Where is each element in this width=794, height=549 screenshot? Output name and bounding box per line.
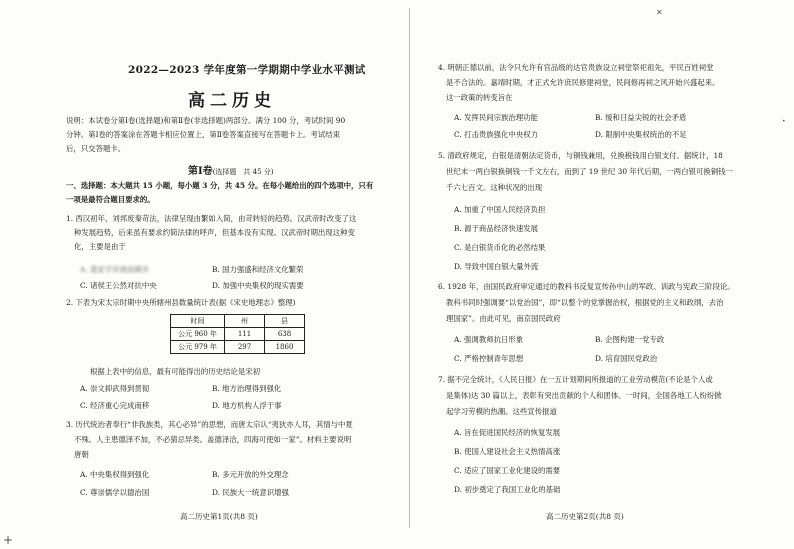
- section-intro-line: 一、选择题：本大题共 15 小题，每小题 3 分，共 45 分。在每小题给出的四个选项中，只有: [66, 181, 374, 190]
- q1-stem-line: 种发展趋势，后来虽有要求约简法律的呼声，但基本没有实现。汉武帝时期出现这种变: [74, 228, 355, 237]
- q6-option-c: C. 严格控制青年思想: [454, 354, 524, 363]
- page-footer: 高二历史第1页(共8 页): [180, 512, 258, 521]
- q7-option-c: C. 适应了国家工业化建设的需要: [454, 466, 561, 475]
- table-header-cell: 时间: [171, 315, 225, 328]
- q3-option-b: B. 多元开放的外交理念: [212, 470, 289, 479]
- section-title: [188, 162, 274, 177]
- q4-stem-line: 4. 明朝正德以前，法令只允许有官品级的达官贵族设立祠堂祭祀祖先，平民百姓祠堂: [438, 63, 714, 72]
- table-cell: 公元 979 年: [171, 341, 225, 354]
- q6-option-b: B. 企图构建一党专政: [595, 335, 665, 344]
- q1-option-b: B. 国力强盛和经济文化繁荣: [212, 265, 304, 274]
- q5-stem-line: 5. 清政府规定，白银是清朝法定货币，与铜钱兼用，兑换税钱用白银支付。据统计，18: [438, 151, 723, 160]
- q1-option-c: C. 诸侯王公然对抗中央: [80, 281, 157, 290]
- q2-option-c: C. 经济重心完成南移: [80, 401, 150, 410]
- crop-mark-icon: +: [3, 533, 14, 547]
- instructions-line: 说明：本试卷分第Ⅰ卷(选择题)和第Ⅱ卷(非选择题)两部分。满分 100 分，考试时间 90: [66, 116, 346, 125]
- table-cell: 111: [225, 328, 265, 341]
- q6-stem-line: 教科书同时强调要“以党治国”，即“以整个的党掌握治权，根据党的主义和政纲，去治: [446, 298, 724, 307]
- q4-option-b: B. 缓和日益尖锐的社会矛盾: [595, 113, 687, 122]
- scan-dot-icon: •: [782, 118, 786, 125]
- q4-option-a: A. 发挥民间宗族治理功能: [454, 113, 538, 122]
- q6-stem-line: 6. 1928 年，由国民政府审定通过的教科书反复宣传孙中山的军政、训政与宪政三阶段论。: [438, 282, 735, 291]
- table-cell: 1860: [265, 341, 305, 354]
- table-row: [171, 328, 305, 341]
- exam-title: 2022—2023 学年度第一学期期中学业水平测试: [128, 64, 366, 76]
- q7-stem-line: 7. 据不完全统计，《人民日报》在一五计划期间所报道的工业劳动模范(不论是个人或: [438, 375, 713, 384]
- q5-stem-line: 千六七百文。这种状况的出现: [446, 183, 543, 192]
- q7-option-a: A. 旨在促进国民经济的恢复发展: [454, 428, 561, 437]
- q4-option-c: C. 打击贵族强化中央权力: [454, 130, 538, 139]
- subject-title: 高二历史: [188, 91, 276, 111]
- q7-option-d: D. 初步奠定了我国工业化的基础: [454, 485, 561, 494]
- q6-option-a: A. 强调教师抗日形象: [454, 335, 524, 344]
- q2-option-b: B. 地方治理得到强化: [212, 384, 282, 393]
- q1-stem-line: 1. 西汉初年，刘邦废秦苛法，法律呈现由繁如入简，由苛转轻的趋势。汉武帝时改变了这: [66, 214, 357, 223]
- q5-option-c: C. 是白银货币化的必然结果: [454, 243, 546, 252]
- q5-stem-line: 世纪末一两白银换铜钱一千文左右，而到了 19 世纪 30 年代后期，一两白银可换铜钱一: [446, 167, 733, 176]
- q3-stem-line: 不殊。人主患德泽不加，不必猜忌异类。盖德泽洽，四海可使如一家”。材料主要说明: [74, 435, 352, 444]
- q6-option-d: D. 培育国民党政治: [595, 354, 658, 363]
- q4-option-d: D. 限制中央集权统治的不足: [595, 130, 687, 139]
- table-cell: 公元 960 年: [171, 328, 225, 341]
- q2-data-table: [170, 314, 305, 354]
- table-row: [171, 341, 305, 354]
- table-cell: 297: [225, 341, 265, 354]
- q2-option-a: A. 崇文抑武得到贯彻: [80, 384, 150, 393]
- q4-stem-line: 这一政策的转变旨在: [446, 93, 513, 102]
- table-header-cell: 州: [225, 315, 265, 328]
- instructions-line: 分钟。第Ⅰ卷的答案涂在答题卡相应位置上，第Ⅱ卷答案直接写在答题卡上。考试结束: [66, 130, 341, 139]
- q5-option-b: B. 源于商品经济快速发展: [454, 224, 539, 233]
- q5-option-d: D. 导致中国白银大量外流: [454, 262, 539, 271]
- q3-stem-line: 3. 历代统治者奉行“非我族类，其心必异”的思想，而唐太宗认“夷狄亦人耳，其情与中夏: [66, 420, 353, 429]
- section-subtitle: (选择题 共 45 分): [212, 168, 274, 176]
- section-intro-line: 一项是最符合题目要求的。: [66, 195, 155, 204]
- q7-option-b: B. 使国人建设社会主义热情高涨: [454, 447, 561, 456]
- corner-mark-icon: ✕: [656, 8, 663, 17]
- q2-stem: 2. 下表为宋太宗时期中央所辖州县数量统计表(据《宋史地理志》整理): [66, 298, 296, 307]
- q1-stem-line: 化，主要是由于: [74, 242, 126, 251]
- q2-option-d: D. 地方机构人浮于事: [212, 401, 282, 410]
- q2-question: 根据上表中的信息，最有可能得出的历史结论是宋初: [90, 367, 260, 376]
- exam-page-2: [410, 0, 794, 549]
- q3-option-c: C. 尊崇儒学以德治国: [80, 488, 150, 497]
- q5-option-a: A. 加重了中国人民经济负担: [454, 205, 546, 214]
- q7-stem-line: 是集体)达 30 篇以上，表彰有突出贡献的个人和团体。一时间，全国各地工人纷纷掀: [446, 391, 722, 400]
- section-title-text: 第Ⅰ卷: [188, 166, 213, 177]
- q3-stem-line: 唐朝: [74, 450, 89, 459]
- table-header-row: [171, 315, 305, 328]
- table-cell: 638: [265, 328, 305, 341]
- instructions-line: 后，只交答题卡。: [66, 144, 126, 153]
- table-header-cell: 县: [265, 315, 305, 328]
- q1-option-a: A. 遣家学说被面瞒弃: [80, 265, 150, 274]
- q6-stem-line: 理国家”。由此可见，南京国民政府: [446, 314, 561, 323]
- q1-option-d: D. 加强中央集权的现实需要: [212, 281, 304, 290]
- q7-stem-line: 起学习劳模的热潮。这些宣传报道: [446, 407, 557, 416]
- q3-option-a: A. 中央集权得到强化: [80, 470, 150, 479]
- page-footer: 高二历史第2页(共8 页): [546, 512, 624, 521]
- q4-stem-line: 是不合法的。嘉靖时期，才正式允许庶民修建祠堂，民间修再祠之风开始兴盛起来。: [446, 78, 720, 87]
- q3-option-d: D. 民族大一统意识增强: [212, 488, 289, 497]
